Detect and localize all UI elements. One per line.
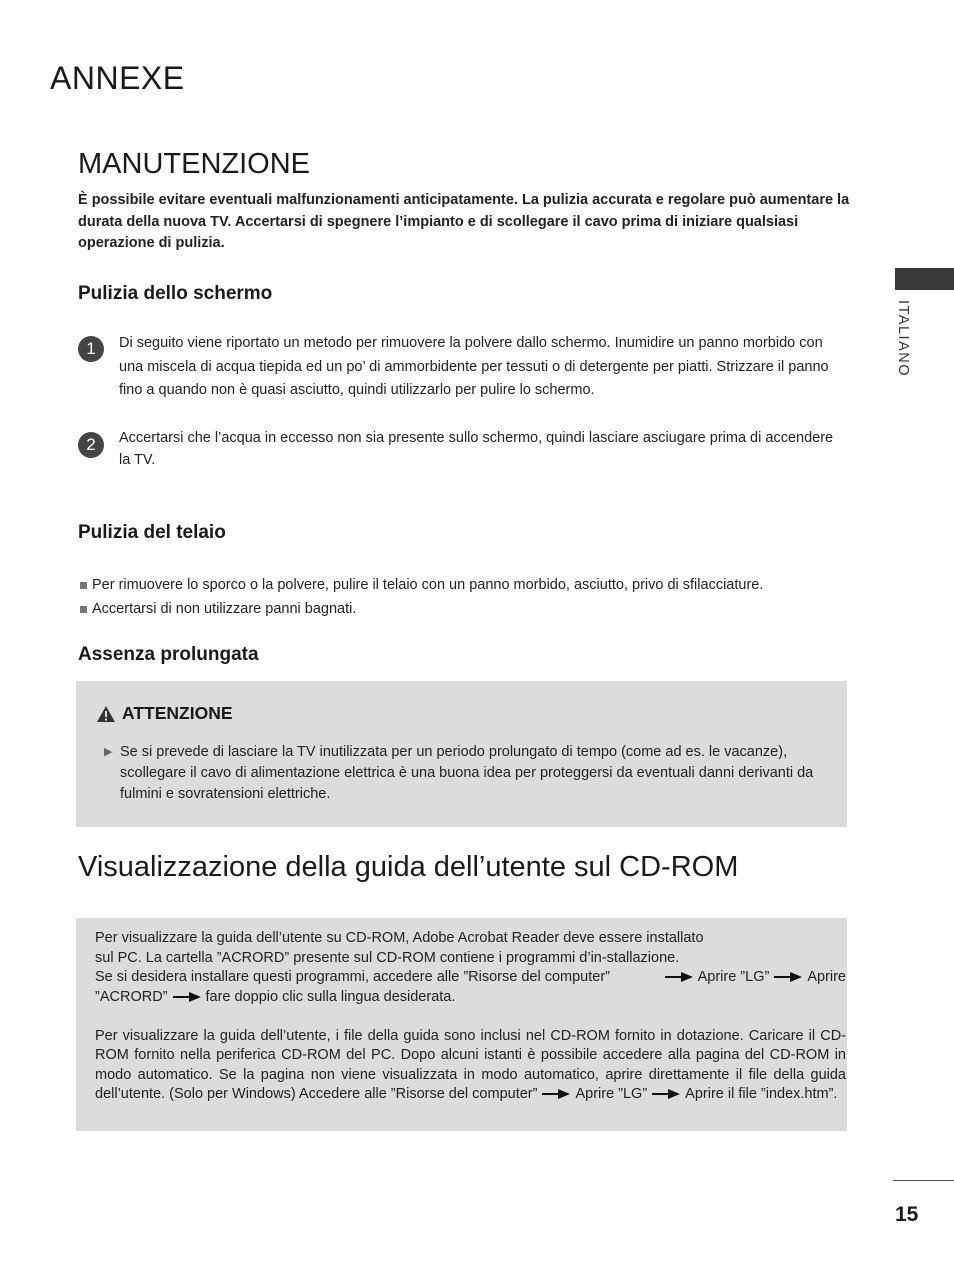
square-bullet-icon bbox=[80, 582, 87, 589]
language-label: ITALIANO bbox=[895, 300, 911, 377]
maintenance-title: MANUTENZIONE bbox=[78, 148, 310, 180]
right-arrow-icon bbox=[172, 992, 202, 1002]
list-item: Per rimuovere lo sporco o la polvere, pulire il telaio con un panno morbido, asciutto, privo di sfilacciature. bbox=[80, 573, 850, 597]
page-number: 15 bbox=[895, 1203, 919, 1226]
right-arrow-icon bbox=[664, 972, 694, 982]
section-header: ANNEXE bbox=[50, 60, 185, 96]
absence-heading: Assenza prolungata bbox=[78, 644, 259, 665]
cdrom-line: ”ACRORD” fare doppio clic sulla lingua desiderata. bbox=[95, 988, 456, 1005]
frame-heading: Pulizia del telaio bbox=[78, 522, 226, 543]
language-tab-marker bbox=[895, 268, 954, 290]
warning-title bbox=[96, 703, 233, 724]
right-arrow-icon bbox=[541, 1089, 571, 1099]
cdrom-text bbox=[95, 929, 846, 1105]
cdrom-title: Visualizzazione della guida dell’utente sul CD-ROM bbox=[78, 851, 739, 883]
list-item: Accertarsi di non utilizzare panni bagnati. bbox=[80, 597, 850, 621]
warning-title-label: ATTENZIONE bbox=[122, 703, 233, 723]
square-bullet-icon bbox=[80, 606, 87, 613]
screen-heading: Pulizia dello schermo bbox=[78, 283, 273, 304]
warning-triangle-icon bbox=[96, 705, 116, 723]
right-arrow-icon bbox=[651, 1089, 681, 1099]
cdrom-line: sul PC. La cartella ”ACRORD” presente sul CD-ROM contiene i programmi d’in-stallazione. bbox=[95, 949, 680, 966]
cdrom-paragraph: Per visualizzare la guida dell’utente, i file della guida sono inclusi nel CD-ROM fornito in dotazione. Caricare il CD-ROM fornito nella periferica CD-ROM del PC. Dopo alcuni istanti è possibile accedere alla pagina del CD-ROM in modo automatico. Se la pagina non viene visualizzata in modo automatico, aprire direttamente il file della guida dell’utente. (Solo per Windows) Accedere alle ”Risorse del computer” Aprire ”LG” Aprire il file ”index.htm”. bbox=[95, 1027, 846, 1102]
step-2-badge: 2 bbox=[78, 432, 104, 458]
frame-bullet-list bbox=[80, 573, 850, 621]
step-1-text: Di seguito viene riportato un metodo per rimuovere la polvere dallo schermo. Inumidire un panno morbido con una miscela di acqua tiepida ed un po’ di ammorbidente per tessuti o di detergente per piatti. Strizzare il panno fino a quando non è quasi asciutto, quindi utilizzarlo per pulire lo schermo. bbox=[119, 335, 829, 398]
footer-rule bbox=[893, 1180, 954, 1181]
step-2-text: Accertarsi che l’acqua in eccesso non sia presente sullo schermo, quindi lasciare asciugare prima di accendere la TV. bbox=[119, 430, 834, 468]
cdrom-line: Per visualizzare la guida dell’utente su CD-ROM, Adobe Acrobat Reader deve essere installato bbox=[95, 930, 704, 946]
maintenance-intro: È possibile evitare eventuali malfunzionamenti anticipatamente. La pulizia accurata e regolare può aumentare la durata della nuova TV. Accertarsi di spegnere l’impianto e di scollegare il cavo prima di iniziare qualsiasi operazione di pulizia. bbox=[78, 192, 850, 251]
warning-text: Se si prevede di lasciare la TV inutilizzata per un periodo prolungato di tempo (come ad es. le vacanze), scollegare il cavo di alimentazione elettrica è una buona idea per proteggersi da eventuali danni derivanti da fulmini e sovratensioni elettriche. bbox=[120, 744, 814, 802]
pointer-arrow-icon: ▶ bbox=[104, 746, 113, 758]
step-1-badge: 1 bbox=[78, 336, 104, 362]
right-arrow-icon bbox=[773, 972, 803, 982]
cdrom-line: Se si desidera installare questi programmi, accedere alle ”Risorse del computer” Aprire ”LG” Aprire bbox=[95, 969, 846, 985]
